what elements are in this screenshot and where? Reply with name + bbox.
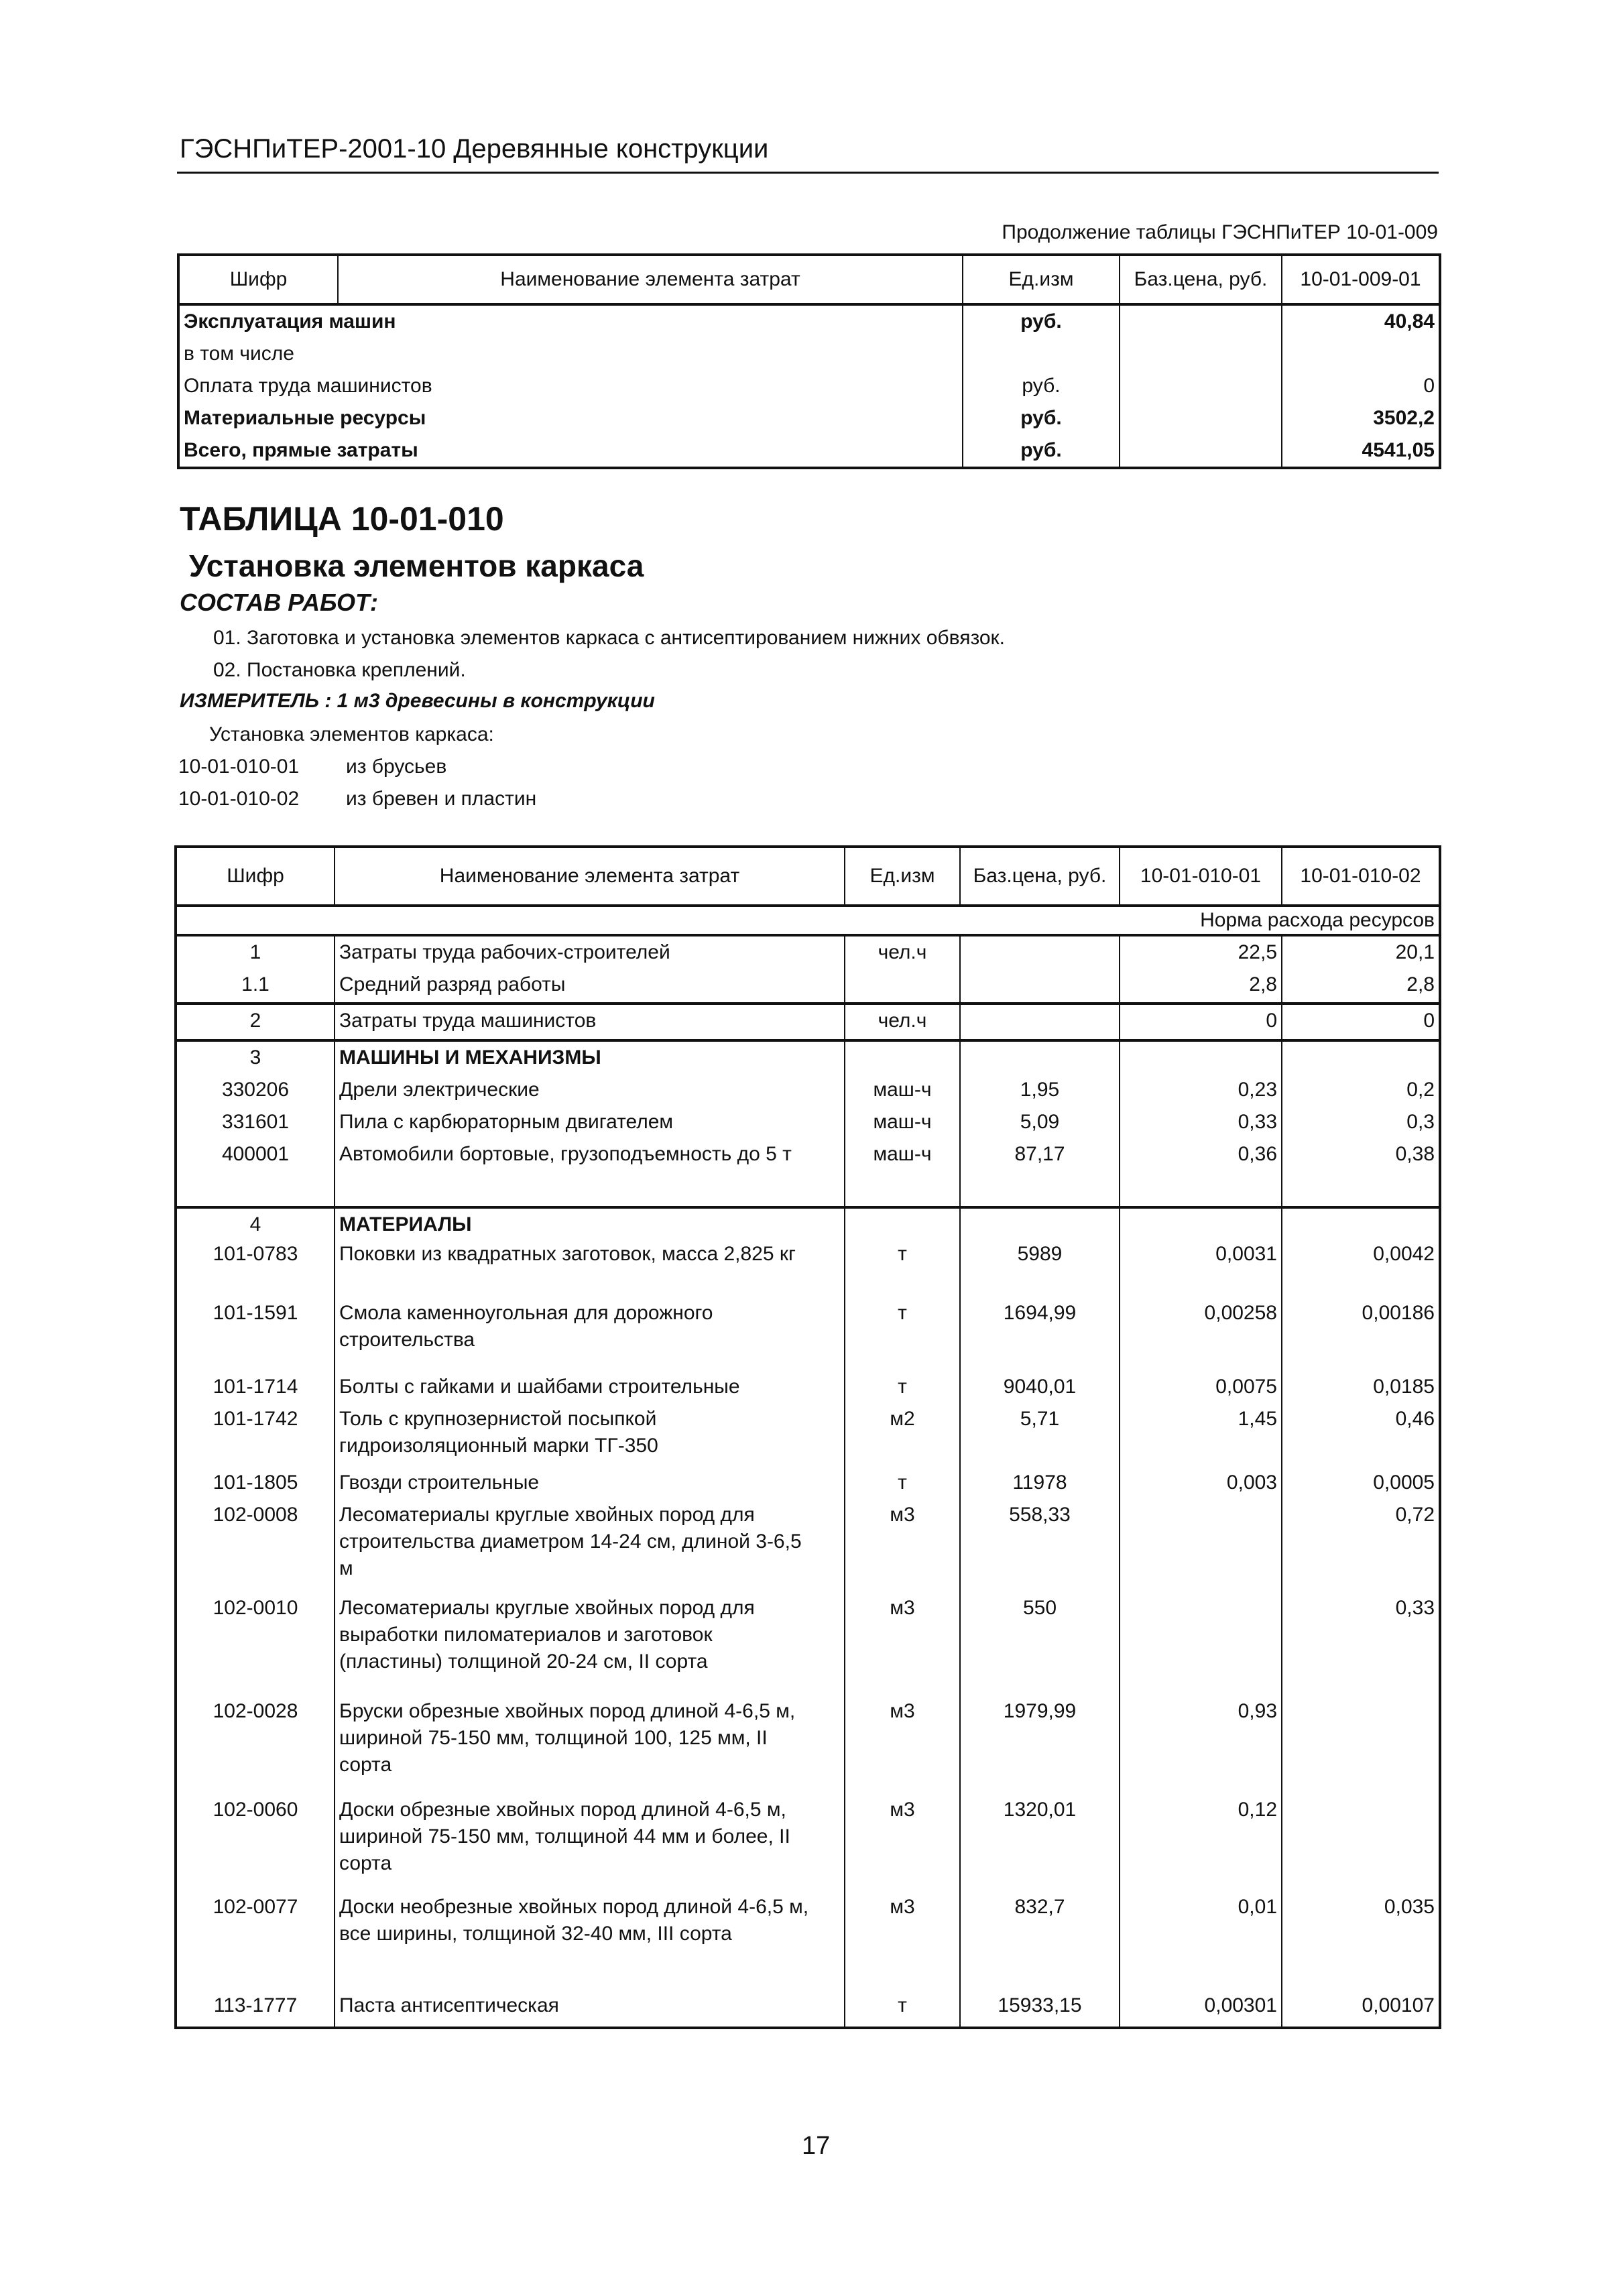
value-cell [1282,1794,1440,1891]
price-cell: 9040,01 [960,1371,1120,1403]
unit-cell: т [845,1467,960,1499]
cost-name: МАШИНЫ И МЕХАНИЗМЫ [335,1040,845,1074]
table-row [178,370,1440,402]
unit-cell: руб. [963,402,1120,434]
value-cell: 0,46 [1282,1403,1440,1467]
work-item: 02. Постановка креплений. [213,659,466,681]
price-cell [1120,434,1282,468]
table-row [176,1499,1440,1592]
value-cell: 22,5 [1120,935,1282,969]
table-row [176,1990,1440,2028]
cost-name: Поковки из квадратных заготовок, масса 2,825 кг [335,1238,845,1297]
code-cell: 330206 [176,1074,335,1106]
cost-name: Затраты труда рабочих-строителей [335,935,845,969]
table-row [176,1074,1440,1106]
unit-cell: м3 [845,1592,960,1695]
value-cell: 0,0005 [1282,1467,1440,1499]
price-cell: 5,09 [960,1106,1120,1138]
cost-name: Смола каменноугольная для дорожного строительства [335,1297,845,1371]
value-cell: 0,33 [1282,1592,1440,1695]
table-row [176,1592,1440,1695]
table-row [178,402,1440,434]
variant-label: из брусьев [346,756,447,778]
price-cell: 1,95 [960,1074,1120,1106]
unit-cell: руб. [963,304,1120,338]
code-cell: 4 [176,1207,335,1238]
col-header: 10-01-009-01 [1282,255,1440,304]
col-header: Баз.цена, руб. [960,847,1120,906]
value-cell: 0,00107 [1282,1990,1440,2028]
table-row [176,1170,1440,1207]
cost-name: Затраты труда машинистов [335,1004,845,1040]
cost-name: Оплата труда машинистов [184,375,432,397]
unit-cell: маш-ч [845,1074,960,1106]
value-cell: 0,23 [1120,1074,1282,1106]
unit-cell: чел.ч [845,1004,960,1040]
value-cell: 4541,05 [1282,434,1440,468]
value-cell [1282,1040,1440,1074]
value-cell: 0,33 [1120,1106,1282,1138]
code-cell: 113-1777 [176,1990,335,2028]
code-cell: 2 [176,1004,335,1040]
cost-name: Пила с карбюраторным двигателем [335,1106,845,1138]
value-cell: 0,38 [1282,1138,1440,1170]
unit-cell: м3 [845,1499,960,1592]
col-header: Шифр [178,255,338,304]
price-cell [1120,304,1282,338]
price-cell [960,1207,1120,1238]
variant-label: из бревен и пластин [346,788,537,810]
header-rule [177,172,1439,174]
variant-code: 10-01-010-01 [178,756,300,778]
code-cell: 331601 [176,1106,335,1138]
value-cell: 0,3 [1282,1106,1440,1138]
unit-cell: м3 [845,1891,960,1990]
price-cell: 1320,01 [960,1794,1120,1891]
unit-cell: т [845,1371,960,1403]
code-cell: 400001 [176,1138,335,1170]
col-header: Шифр [176,847,335,906]
unit-cell: чел.ч [845,935,960,969]
work-composition-label: СОСТАВ РАБОТ: [180,589,378,616]
value-cell: 0,00186 [1282,1297,1440,1371]
table-row [176,1040,1440,1074]
price-cell: 558,33 [960,1499,1120,1592]
unit-cell [963,338,1120,370]
table-row [176,1238,1440,1297]
table-10-01-010 [174,845,1441,2029]
col-header: Ед.изм [963,255,1120,304]
cost-name: Доски обрезные хвойных пород длиной 4-6,5 м, шириной 75-150 мм, толщиной 44 мм и более, II сорта [335,1794,845,1891]
value-cell [1120,1040,1282,1074]
table-row [176,1297,1440,1371]
table-subtitle: Установка элементов каркаса [189,548,644,583]
code-cell: 101-1714 [176,1371,335,1403]
unit-cell: т [845,1238,960,1297]
col-header: Наименование элемента затрат [338,255,963,304]
table-row [176,935,1440,969]
code-cell: 102-0010 [176,1592,335,1695]
value-cell [1120,1592,1282,1695]
value-cell: 2,8 [1120,969,1282,1004]
value-cell: 0,36 [1120,1138,1282,1170]
price-cell [960,1170,1120,1207]
value-cell: 0,0042 [1282,1238,1440,1297]
value-cell: 40,84 [1282,304,1440,338]
value-cell: 0,00301 [1120,1990,1282,2028]
work-item: 01. Заготовка и установка элементов каркаса с антисептированием нижних обвязок. [213,627,1006,649]
unit-cell: руб. [963,370,1120,402]
col-header: Ед.изм [845,847,960,906]
table-row [176,1467,1440,1499]
cost-name: Всего, прямые затраты [184,439,418,461]
code-cell: 101-0783 [176,1238,335,1297]
unit-cell: руб. [963,434,1120,468]
value-cell [1282,1695,1440,1794]
table-continuation-label: Продолжение таблицы ГЭСНПиТЕР 10-01-009 [1002,221,1438,243]
code-cell: 1.1 [176,969,335,1004]
col-header: Наименование элемента затрат [335,847,845,906]
cost-name: Материальные ресурсы [184,407,426,429]
table-row [176,1207,1440,1238]
value-cell: 0,0185 [1282,1371,1440,1403]
price-cell [960,1004,1120,1040]
value-cell: 0,12 [1120,1794,1282,1891]
value-cell: 2,8 [1282,969,1440,1004]
price-cell: 5,71 [960,1403,1120,1467]
table-row [176,1004,1440,1040]
col-header: Баз.цена, руб. [1120,255,1282,304]
value-cell: 0,72 [1282,1499,1440,1592]
price-cell [960,935,1120,969]
unit-cell: м3 [845,1794,960,1891]
col-header: 10-01-010-02 [1282,847,1440,906]
value-cell [1120,1170,1282,1207]
table-row [178,434,1440,468]
table-row [176,1138,1440,1170]
value-cell: 0,00258 [1120,1297,1282,1371]
cost-name [335,1170,845,1207]
cost-name: Бруски обрезные хвойных пород длиной 4-6,5 м, шириной 75-150 мм, толщиной 100, 125 мм, II сорта [335,1695,845,1794]
cost-name: Лесоматериалы круглые хвойных пород для строительства диаметром 14-24 см, длиной 3-6,5 м [335,1499,845,1592]
value-cell [1282,1170,1440,1207]
table-row [176,1891,1440,1990]
table-10-01-009-continuation [177,253,1441,469]
value-cell: 0 [1120,1004,1282,1040]
code-cell: 102-0077 [176,1891,335,1990]
value-cell [1120,1499,1282,1592]
price-cell: 1979,99 [960,1695,1120,1794]
value-cell: 1,45 [1120,1403,1282,1467]
measure-unit: ИЗМЕРИТЕЛЬ : 1 м3 древесины в конструкции [180,690,655,712]
value-cell: 0,0031 [1120,1238,1282,1297]
cost-name: Эксплуатация машин [184,310,396,333]
price-cell: 15933,15 [960,1990,1120,2028]
value-cell: 0,035 [1282,1891,1440,1990]
cost-name: Паста антисептическая [335,1990,845,2028]
value-cell: 0,0075 [1120,1371,1282,1403]
value-cell [1120,1207,1282,1238]
price-cell: 550 [960,1592,1120,1695]
code-cell: 3 [176,1040,335,1074]
price-cell: 11978 [960,1467,1120,1499]
price-cell [1120,370,1282,402]
code-cell: 101-1591 [176,1297,335,1371]
value-cell: 0,01 [1120,1891,1282,1990]
table-title: ТАБЛИЦА 10-01-010 [180,500,504,538]
variant-code: 10-01-010-02 [178,788,300,810]
table-row [176,1403,1440,1467]
unit-cell: т [845,1990,960,2028]
cost-name: Дрели электрические [335,1074,845,1106]
value-cell: 0 [1282,370,1440,402]
unit-cell: м2 [845,1403,960,1467]
cost-name: МАТЕРИАЛЫ [335,1207,845,1238]
unit-cell: маш-ч [845,1106,960,1138]
price-cell [960,969,1120,1004]
code-cell: 101-1742 [176,1403,335,1467]
cost-name: Гвозди строительные [335,1467,845,1499]
price-cell [1120,338,1282,370]
value-cell: 20,1 [1282,935,1440,969]
value-cell: 0,93 [1120,1695,1282,1794]
page-number: 17 [802,2132,831,2160]
price-cell: 1694,99 [960,1297,1120,1371]
value-cell: 3502,2 [1282,402,1440,434]
price-cell: 5989 [960,1238,1120,1297]
unit-cell [845,1170,960,1207]
table-header-row [178,255,1440,304]
cost-name: Болты с гайками и шайбами строительные [335,1371,845,1403]
price-cell [960,1040,1120,1074]
price-cell: 832,7 [960,1891,1120,1990]
table-row [178,304,1440,338]
cost-name: Толь с крупнозернистой посыпкой гидроизоляционный марки ТГ-350 [335,1403,845,1467]
table-header-row [176,847,1440,906]
value-cell: 0,003 [1120,1467,1282,1499]
code-cell: 1 [176,935,335,969]
variants-intro: Установка элементов каркаса: [209,723,494,745]
table-row [176,969,1440,1004]
cost-name: Лесоматериалы круглые хвойных пород для выработки пиломатериалов и заготовок (пластины) толщиной 20-24 см, II сорта [335,1592,845,1695]
code-cell: 101-1805 [176,1467,335,1499]
unit-cell: т [845,1297,960,1371]
table-row [176,1106,1440,1138]
table-row [176,1794,1440,1891]
code-cell: 102-0028 [176,1695,335,1794]
table-row [178,338,1440,370]
code-cell [176,1170,335,1207]
value-cell: 0,2 [1282,1074,1440,1106]
unit-cell: маш-ч [845,1138,960,1170]
cost-name: Средний разряд работы [335,969,845,1004]
norm-label: Норма расхода ресурсов [176,906,1440,935]
cost-name: Автомобили бортовые, грузоподъемность до 5 т [335,1138,845,1170]
value-cell [1282,1207,1440,1238]
price-cell [1120,402,1282,434]
value-cell [1282,338,1440,370]
cost-name: Доски необрезные хвойных пород длиной 4-6,5 м, все ширины, толщиной 32-40 мм, III сорта [335,1891,845,1990]
value-cell: 0 [1282,1004,1440,1040]
unit-cell [845,1207,960,1238]
unit-cell [845,1040,960,1074]
unit-cell: м3 [845,1695,960,1794]
code-cell: 102-0060 [176,1794,335,1891]
table-row [176,1695,1440,1794]
price-cell: 87,17 [960,1138,1120,1170]
table-row [176,1371,1440,1403]
col-header: 10-01-010-01 [1120,847,1282,906]
running-header: ГЭСНПиТЕР-2001-10 Деревянные конструкции [180,134,769,164]
cost-name: в том числе [184,343,294,365]
unit-cell [845,969,960,1004]
code-cell: 102-0008 [176,1499,335,1592]
